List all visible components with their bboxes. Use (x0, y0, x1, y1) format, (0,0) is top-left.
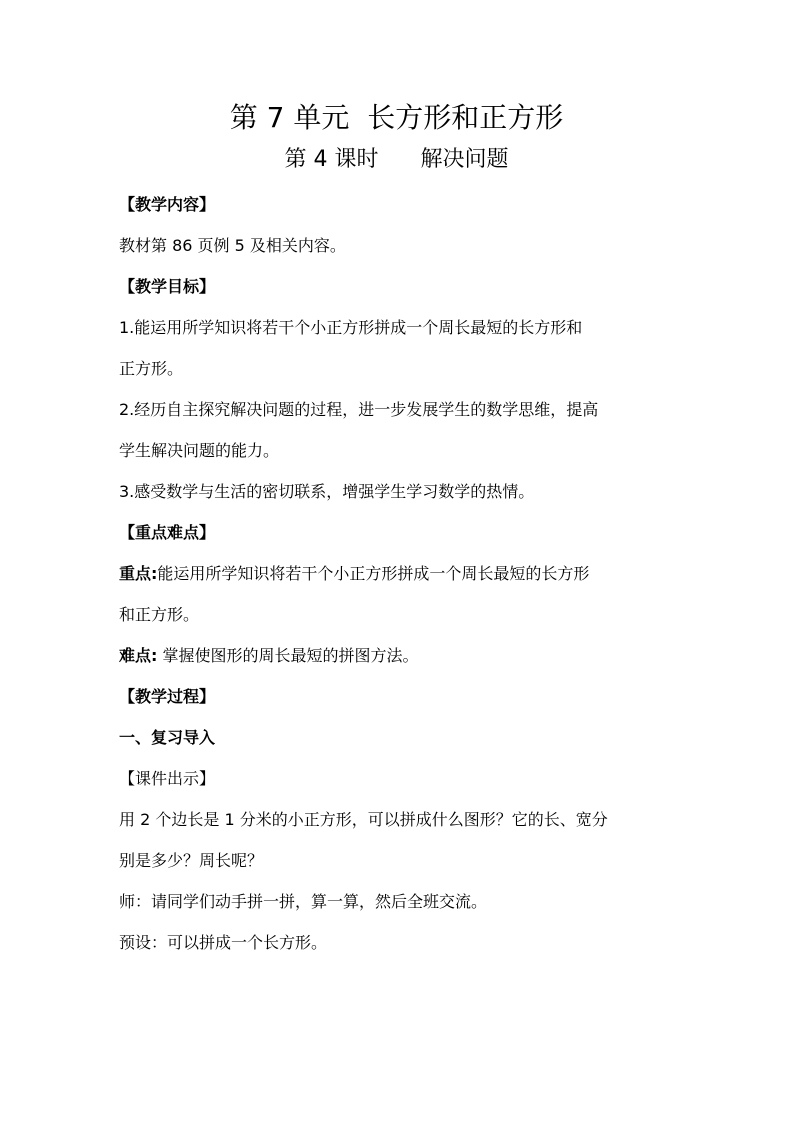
paragraph-line (119, 553, 679, 594)
paragraph-line (119, 758, 679, 799)
line-text: 3.感受数学与生活的密切联系，增强学生学习数学的热情。 (119, 482, 535, 501)
paragraph-line (119, 348, 679, 389)
line-text: 能运用所学知识将若干个小正方形拼成一个周长最短的长方形 (157, 564, 590, 583)
line-label: 难点: (119, 646, 158, 665)
paragraph-line (119, 676, 679, 717)
line-text: 别是多少？周长呢？ (119, 851, 264, 870)
paragraph-line (119, 635, 679, 676)
paragraph-line (119, 799, 679, 840)
line-text: 教材第 86 页例 5 及相关内容。 (119, 236, 346, 255)
paragraph-line (119, 471, 679, 512)
line-text: 用 2 个边长是 1 分米的小正方形，可以拼成什么图形？它的长、宽分 (119, 810, 608, 829)
line-text: 和正方形。 (119, 605, 200, 624)
line-text: 2.经历自主探究解决问题的过程，进一步发展学生的数学思维，提高 (119, 400, 599, 419)
line-text: 预设：可以拼成一个长方形。 (119, 933, 328, 952)
line-text: 【教学过程】 (119, 687, 216, 706)
paragraph-line (119, 512, 679, 553)
paragraph-line (119, 266, 679, 307)
paragraph-line (119, 225, 679, 266)
line-text: 正方形。 (119, 359, 184, 378)
line-text: 【重点难点】 (119, 523, 216, 542)
paragraph-line (119, 922, 679, 963)
line-text: 师：请同学们动手拼一拼，算一算，然后全班交流。 (119, 892, 488, 911)
line-label: 重点: (119, 564, 158, 583)
document-title: 第 7 单元 长方形和正方形 (229, 101, 564, 134)
paragraph-line (119, 594, 679, 635)
line-text: 1.能运用所学知识将若干个小正方形拼成一个周长最短的长方形和 (119, 318, 583, 337)
paragraph-line (119, 389, 679, 430)
document-body (119, 184, 679, 963)
paragraph-line (119, 717, 679, 758)
paragraph-line (119, 430, 679, 471)
paragraph-line (119, 307, 679, 348)
paragraph-line (119, 881, 679, 922)
line-text: 【课件出示】 (119, 769, 216, 788)
line-text: 掌握使图形的周长最短的拼图方法。 (157, 646, 419, 665)
line-text: 一、复习导入 (119, 728, 216, 747)
paragraph-line (119, 184, 679, 225)
line-text: 学生解决问题的能力。 (119, 441, 280, 460)
lesson-subtitle: 第 4 课时 解决问题 (284, 147, 509, 172)
line-text: 【教学内容】 (119, 195, 216, 214)
line-text: 【教学目标】 (119, 277, 216, 296)
paragraph-line (119, 840, 679, 881)
